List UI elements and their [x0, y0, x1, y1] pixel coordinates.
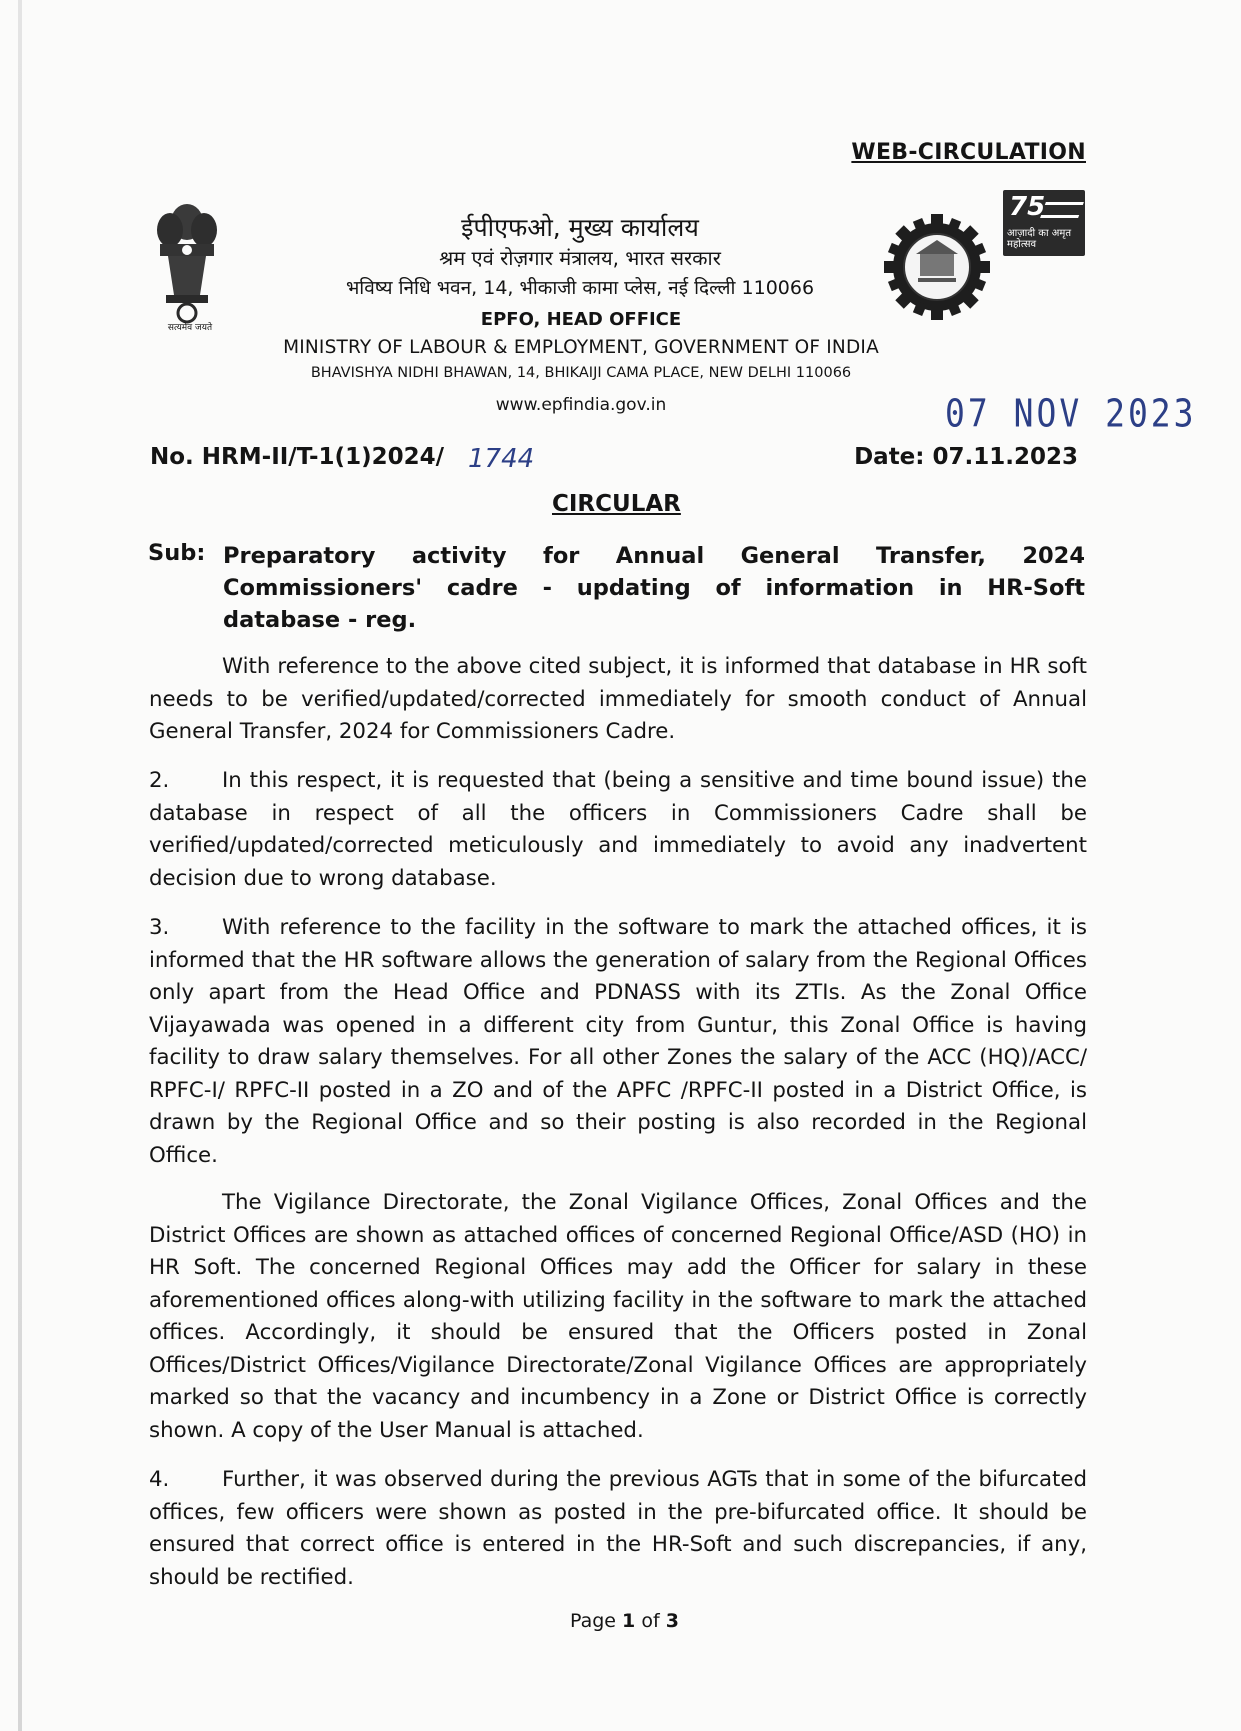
- azadi-text: आज़ादी का अमृत महोत्सव: [1007, 228, 1072, 250]
- office-address: BHAVISHYA NIDHI BHAWAN, 14, BHIKAIJI CAMA PLACE, NEW DELHI 110066: [310, 365, 852, 381]
- paragraph-4: [149, 1464, 1087, 1594]
- paragraph-1: [149, 651, 1087, 749]
- hindi-ministry-name: श्रम एवं रोज़गार मंत्रालय, भारत सरकार: [439, 246, 721, 270]
- page-of: of: [641, 1610, 660, 1632]
- web-circulation-label: WEB-CIRCULATION: [851, 140, 1086, 165]
- flag-icon: [1040, 202, 1084, 218]
- subject-label: Sub:: [148, 540, 206, 566]
- state-emblem-icon: [148, 200, 226, 335]
- page-total: 3: [665, 1610, 679, 1632]
- paragraph-number: 4.: [149, 1467, 170, 1492]
- ministry-name: MINISTRY OF LABOUR & EMPLOYMENT, GOVERNMENT OF INDIA: [283, 337, 879, 358]
- page-number: [570, 1610, 679, 1632]
- azadi-ka-amrit-mahotsav-logo: [1003, 190, 1085, 256]
- hindi-address: भविष्य निधि भवन, 14, भीकाजी कामा प्लेस, नई दिल्ली 110066: [345, 277, 815, 299]
- page-prefix: Page: [570, 1610, 616, 1632]
- paragraph-text: With reference to the facility in the software to mark the attached offices, it is informed that the HR software allows the generation of salary from the Regional Offices only apart from the Head Office and PDNASS with its ZTIs. As the Zonal Office Vijayawada was opened in a different city from Guntur, this Zonal Office is having facility to draw salary themselves. For all other Zones the salary of the ACC (HQ)/ACC/ RPFC-I/ RPFC-II posted in a ZO and of the APFC /RPFC-II posted in a District Office, is drawn by the Regional Office and so their posting is also recorded in the Regional Office.: [149, 915, 1087, 1168]
- emblem-caption: सत्यमेव जयते: [167, 323, 213, 333]
- azadi-number: 75: [1009, 192, 1046, 222]
- hindi-office-name: ईपीएफओ, मुख्य कार्यालय: [461, 213, 699, 242]
- paragraph-text: In this respect, it is requested that (being a sensitive and time bound issue) the database in respect of all the officers in Commissioners Cadre shall be verified/updated/corrected meticulously and immediately to avoid any inadvertent decision due to wrong database.: [149, 768, 1087, 891]
- document-title: CIRCULAR: [552, 491, 681, 517]
- paragraph-text: With reference to the above cited subject, it is informed that database in HR soft needs to be verified/updated/corrected immediately for smooth conduct of Annual General Transfer, 2024 for Commissioners Cadre.: [149, 654, 1087, 744]
- scan-edge: [18, 0, 22, 1731]
- website-link[interactable]: www.epfindia.gov.in: [495, 395, 667, 415]
- reference-number: No. HRM-II/T-1(1)2024/: [150, 444, 445, 470]
- epfo-logo-icon: [882, 212, 992, 322]
- paragraph-number: 3.: [149, 915, 170, 940]
- subject-text: Preparatory activity for Annual General Transfer, 2024 Commissioners' cadre - updating of information in HR-Soft database - reg.: [223, 543, 1085, 633]
- handwritten-number: 1744: [468, 444, 535, 474]
- page-current: 1: [622, 1610, 636, 1632]
- circular-date: Date: 07.11.2023: [854, 444, 1078, 470]
- paragraph-number: 2.: [149, 768, 170, 793]
- paragraph-text: Further, it was observed during the previous AGTs that in some of the bifurcated offices, few officers were shown as posted in the pre-bifurcated office. It should be ensured that correct office is entered in the HR-Soft and such discrepancies, if any, should be rectified.: [149, 1467, 1087, 1590]
- paragraph-2: [149, 765, 1087, 895]
- paragraph-text: The Vigilance Directorate, the Zonal Vigilance Offices, Zonal Offices and the District Offices are shown as attached offices of concerned Regional Office/ASD (HO) in HR Soft. The concerned Regional Offices may add the Officer for salary in these aforementioned offices along-with utilizing facility in the software to mark the attached offices. Accordingly, it should be ensured that the Officers posted in Zonal Offices/District Offices/Vigilance Directorate/Zonal Vigilance Offices are appropriately marked so that the vacancy and incumbency in a Zone or District Office is correctly shown. A copy of the User Manual is attached.: [149, 1190, 1087, 1443]
- office-name: EPFO, HEAD OFFICE: [480, 309, 682, 330]
- paragraph-3-continued: [149, 1187, 1087, 1447]
- received-date-stamp: 07 NOV 2023: [945, 391, 1197, 436]
- paragraph-3: [149, 912, 1087, 1172]
